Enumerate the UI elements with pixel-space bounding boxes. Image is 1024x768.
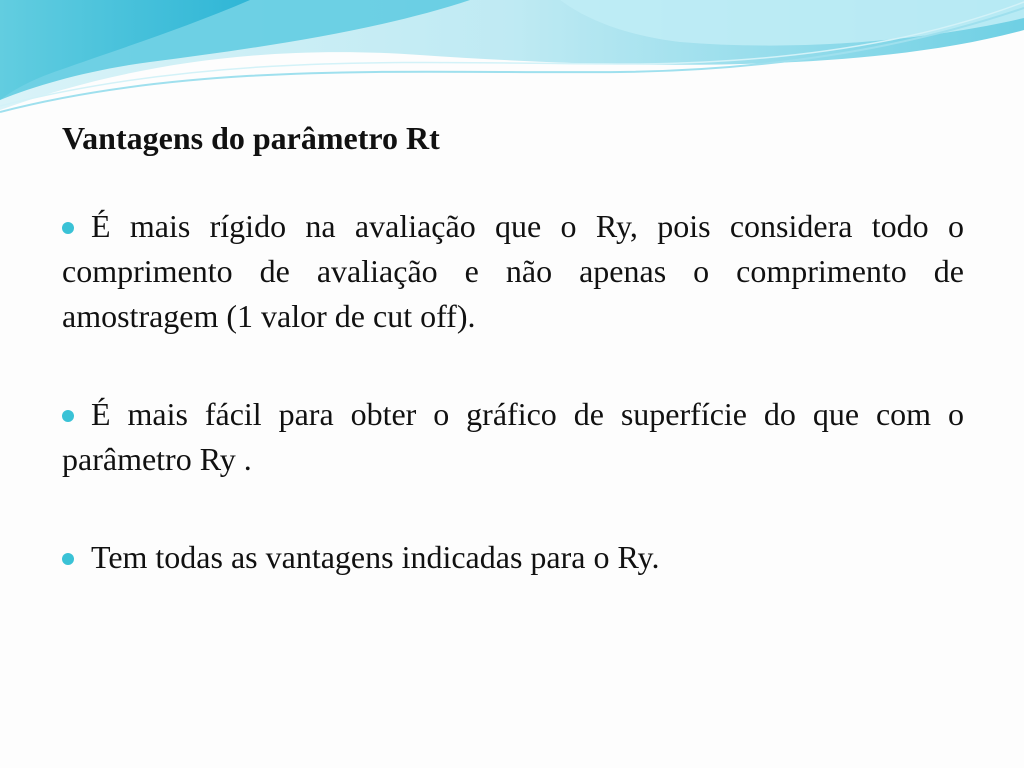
header-wave-decoration: [0, 0, 1024, 120]
bullet-text: É mais rígido na avaliação que o Ry, pois considera todo o comprimento de avaliação e não apenas o comprimento de amostragem (1 valor de cut off).: [62, 208, 964, 334]
bullet-item: [62, 204, 964, 339]
bullet-dot-icon: [62, 222, 74, 234]
slide-title: Vantagens do parâmetro Rt: [62, 120, 440, 156]
bullet-text: Tem todas as vantagens indicadas para o Ry.: [91, 539, 660, 575]
bullet-list: [62, 204, 964, 580]
bullet-item: [62, 535, 964, 580]
bullet-text: É mais fácil para obter o gráfico de superfície do que com o parâmetro Ry .: [62, 396, 964, 477]
bullet-dot-icon: [62, 410, 74, 422]
slide-content: [62, 118, 964, 633]
bullet-item: [62, 392, 964, 482]
bullet-dot-icon: [62, 553, 74, 565]
